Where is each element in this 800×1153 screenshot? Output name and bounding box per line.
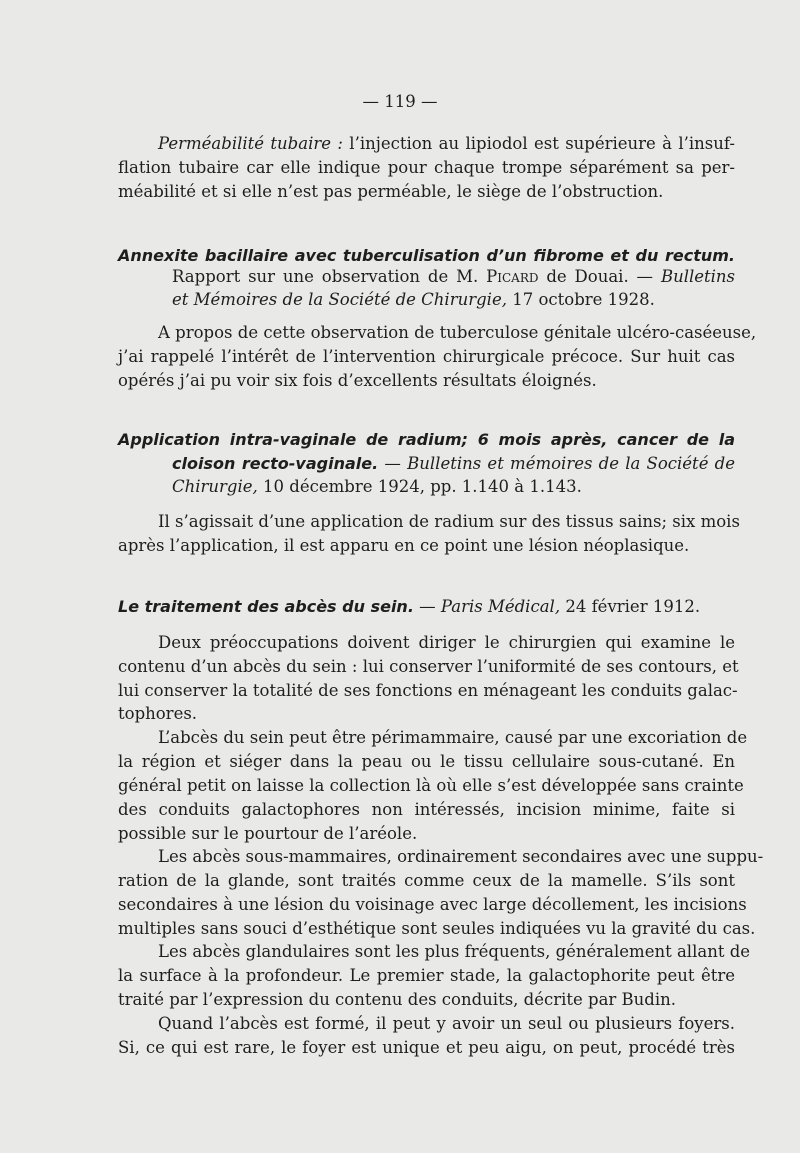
- section-2-ref-line: Chirurgie, 10 décembre 1924, pp. 1.140 à 1.143.: [172, 477, 582, 496]
- body-line: secondaires à une lésion du voisinage avec large décollement, les incisions: [118, 895, 747, 914]
- body-line: possible sur le pourtour de l’aréole.: [118, 824, 418, 843]
- body-line: général petit on laisse la collection là où elle s’est développée sans crainte: [118, 776, 744, 795]
- section-1-ref-line-2: et Mémoires de la Société de Chirurgie, 17 octobre 1928.: [172, 290, 655, 309]
- body-line: multiples sans souci d’esthétique sont seules indiquées vu la gravité du cas.: [118, 919, 756, 938]
- body-line: contenu d’un abcès du sein : lui conserver l’uniformité de ses contours, et: [118, 657, 739, 676]
- section-3-heading: Le traitement des abcès du sein. — Paris Médical, 24 février 1912.: [118, 597, 701, 616]
- section-1-para-line-2: j’ai rappelé l’intérêt de l’intervention chirurgicale précoce. Sur huit cas: [118, 347, 735, 366]
- intro-line-1: Perméabilité tubaire : l’injection au lipiodol est supérieure à l’insuf-: [158, 134, 735, 153]
- body-line: des conduits galactophores non intéressés, incision minime, faite si: [118, 800, 735, 819]
- section-1-ref-line-1: Rapport sur une observation de M. Picard de Douai. — Bulletins: [172, 267, 736, 286]
- section-2-para-line-1: Il s’agissait d’une application de radium sur des tissus sains; six mois: [158, 512, 740, 531]
- section-2-title-line-2: cloison recto-vaginale. — Bulletins et mémoires de la Société de: [172, 454, 736, 473]
- section-2-title-line-1: Application intra-vaginale de radium; 6 mois après, cancer de la: [118, 430, 735, 449]
- author-name: Picard: [486, 267, 539, 286]
- intro-label: Perméabilité tubaire :: [158, 134, 343, 153]
- section-1-title: Annexite bacillaire avec tuberculisation d’un fibrome et du rectum.: [118, 246, 735, 265]
- body-line: Quand l’abcès est formé, il peut y avoir un seul ou plusieurs foyers.: [158, 1014, 735, 1033]
- section-3-title: Le traitement des abcès du sein.: [118, 597, 414, 616]
- body-line: L’abcès du sein peut être périmammaire, causé par une excoriation de: [158, 728, 748, 747]
- section-1-para-line-3: opérés j’ai pu voir six fois d’excellents résultats éloignés.: [118, 371, 597, 390]
- body-line: Les abcès sous-mammaires, ordinairement secondaires avec une suppu-: [158, 847, 764, 866]
- body-line: ration de la glande, sont traités comme ceux de la mamelle. S’ils sont: [118, 871, 735, 890]
- body-line: Les abcès glandulaires sont les plus fréquents, généralement allant de: [158, 942, 751, 961]
- section-1-para-line-1: A propos de cette observation de tuberculose génitale ulcéro-caséeuse,: [158, 323, 757, 342]
- intro-line-3: méabilité et si elle n’est pas perméable, le siège de l’obstruction.: [118, 182, 664, 201]
- body-line: lui conserver la totalité de ses fonctions en ménageant les conduits galac-: [118, 681, 738, 700]
- body-line: tophores.: [118, 704, 198, 723]
- body-line: la surface à la profondeur. Le premier stade, la galactophorite peut être: [118, 966, 735, 985]
- page-number: — 119 —: [362, 92, 438, 111]
- body-line: la région et siéger dans la peau ou le tissu cellulaire sous-cutané. En: [118, 752, 735, 771]
- body-line: Si, ce qui est rare, le foyer est unique et peu aigu, on peut, procédé très: [118, 1038, 735, 1057]
- section-2-para-line-2: après l’application, il est apparu en ce point une lésion néoplasique.: [118, 536, 690, 555]
- body-line: Deux préoccupations doivent diriger le chirurgien qui examine le: [158, 633, 735, 652]
- body-line: traité par l’expression du contenu des conduits, décrite par Budin.: [118, 990, 677, 1009]
- intro-line-2: flation tubaire car elle indique pour chaque trompe séparément sa per-: [118, 158, 735, 177]
